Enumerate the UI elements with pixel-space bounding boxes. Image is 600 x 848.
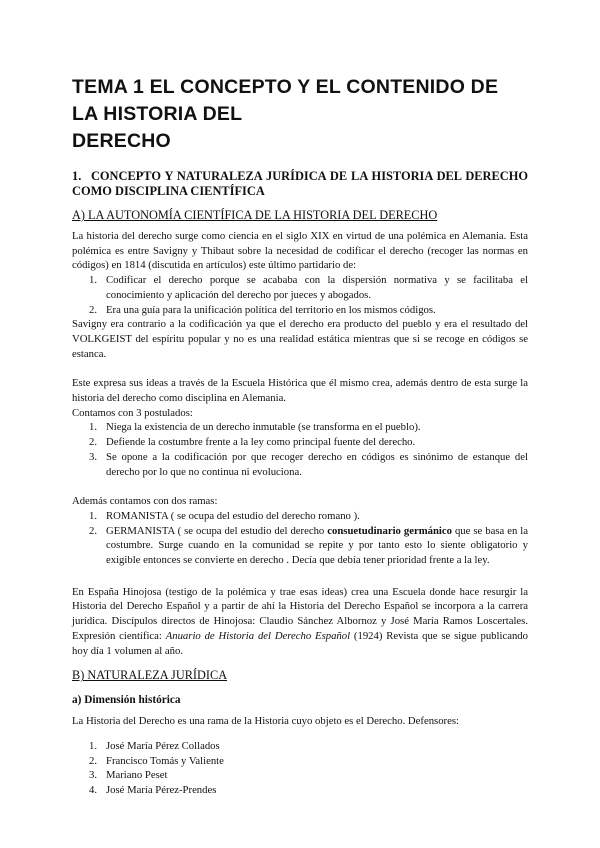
paragraph: Contamos con 3 postulados: xyxy=(72,406,193,419)
subsection-b-a-heading: a) Dimensión histórica xyxy=(72,694,181,707)
list-item: 3. Mariano Peset xyxy=(89,769,168,782)
section-1-heading xyxy=(72,169,528,199)
title-line-2: DERECHO xyxy=(72,130,171,152)
subsection-a-heading: A) LA AUTONOMÍA CIENTÍFICA DE LA HISTORIA DEL DERECHO xyxy=(72,208,438,222)
section-1-number: 1. xyxy=(72,169,82,183)
paragraph: Además contamos con dos ramas: xyxy=(72,495,218,508)
list-item: 2. Defiende la costumbre frente a la ley como principal fuente del derecho. xyxy=(89,436,416,449)
list-item: 2. Francisco Tomás y Valiente xyxy=(89,754,224,767)
postulados-list xyxy=(72,420,528,479)
list-item: 1. José María Pérez Collados xyxy=(89,739,220,752)
defensores-list xyxy=(72,739,528,798)
list-item: 2. GERMANISTA ( se ocupa del estudio del derecho consuetudinario germánico que se basa en la costumbre. Surge cuando en la comunidad se repite y por tanto esto lo siente obligatorio y exigible entonces se convierte en derecho . Decía que debía tener prioridad frente a la ley. xyxy=(89,524,529,567)
list-item: 2. Era una guía para la unificación política del territorio en los mismos códigos. xyxy=(89,303,436,316)
list-item: 1. Codificar el derecho porque se acababa con la dispersión normativa y se facilitaba el conocimiento y aplicación del derecho por jueces y abogados. xyxy=(89,274,528,301)
list-item: 3. Se opone a la codificación por que recoger derecho en códigos es sinónimo de estanque del derecho por lo que no continua ni evoluciona. xyxy=(89,450,528,478)
paragraph: La historia del derecho surge como ciencia en el siglo XIX en virtud de una polémica en Alemania. Esta polémica es entre Savigny y Thibaut sobre la necesidad de codificar el derecho (recoger las normas en códigos) en 1814 (discutida en artículos) este último partidario de: xyxy=(72,230,528,272)
list-item: 1. ROMANISTA ( se ocupa del estudio del derecho romano ). xyxy=(89,509,360,522)
title-line-1: TEMA 1 EL CONCEPTO Y EL CONTENIDO DE LA HISTORIA DEL xyxy=(72,76,499,125)
paragraph: Este expresa sus ideas a través de la Escuela Histórica que él mismo crea, además dentro de esta surge la historia del derecho como disciplina en Alemania. xyxy=(72,377,528,405)
paragraph: Savigny era contrario a la codificación ya que el derecho era producto del pueblo y era el resultado del VOLKGEIST del espíritu popular y no es una realidad estática mientras que si se recoge en códigos se estanca. xyxy=(72,318,528,360)
list-item: 1. Niega la existencia de un derecho inmutable (se transforma en el pueblo). xyxy=(89,421,421,434)
paragraph: En España Hinojosa (testigo de la polémica y trae esas ideas) crea una Escuela donde hace resurgir la Historia del Derecho Español y a partir de ahí la Historia del Derecho Español se incorpora a la carrera jurídica. Discípulos directos de Hinojosa: Claudio Sánchez Albornoz y José María Ramos Loscertales. Expresión científica: Anuario de Historia del Derecho Español (1924) Revista que se sigue publicando hoy día 1 volumen al año. xyxy=(72,585,528,657)
ramas-list xyxy=(72,509,528,568)
paragraph: La Historia del Derecho es una rama de la Historia cuyo objeto es el Derecho. Defensores: xyxy=(72,715,459,728)
thibaut-list xyxy=(72,273,528,317)
section-1-title: CONCEPTO Y NATURALEZA JURÍDICA DE LA HISTORIA DEL DERECHO COMO DISCIPLINA CIENTÍFICA xyxy=(72,169,528,198)
list-item: 4. José María Pérez-Prendes xyxy=(89,784,217,797)
page-title xyxy=(72,0,528,155)
subsection-b-heading: B) NATURALEZA JURÍDICA xyxy=(72,668,228,683)
